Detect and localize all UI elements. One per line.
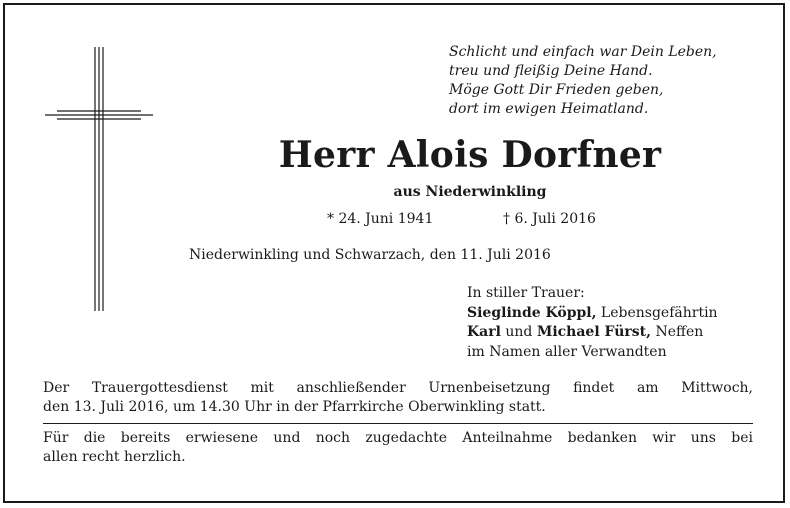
thanks-line: allen recht herzlich. bbox=[43, 449, 186, 465]
mourner-name: Karl bbox=[467, 324, 501, 340]
death-date: † 6. Juli 2016 bbox=[503, 211, 596, 227]
mourner-line bbox=[467, 323, 777, 343]
service-line: Der Trauergottesdienst mit anschließender Urnenbeisetzung findet am Mittwoch, bbox=[43, 380, 753, 396]
obituary-notice bbox=[3, 3, 785, 503]
cross-icon bbox=[43, 45, 155, 313]
poem-line: Möge Gott Dir Frieden geben, bbox=[449, 82, 664, 98]
service-line: den 13. Juli 2016, um 14.30 Uhr in der Pfarrkirche Oberwinkling statt. bbox=[43, 399, 546, 415]
service-announcement bbox=[43, 379, 753, 417]
thanks-note bbox=[43, 429, 753, 467]
mourner-line bbox=[467, 304, 777, 324]
mourners-block bbox=[467, 284, 777, 362]
mourners-closing: im Namen aller Verwandten bbox=[467, 343, 667, 360]
mourner-relation: Lebensgefährtin bbox=[596, 304, 718, 321]
memorial-poem bbox=[449, 43, 769, 119]
mourners-intro: In stiller Trauer: bbox=[467, 285, 585, 301]
mourner-name: Sieglinde Köppl, bbox=[467, 304, 597, 321]
mourner-relation: Neffen bbox=[651, 324, 704, 340]
thanks-line: Für die bereits erwiesene und noch zugedachte Anteilnahme bedanken wir uns bei bbox=[43, 430, 753, 446]
deceased-origin: aus Niederwinkling bbox=[393, 184, 547, 200]
place-and-date: Niederwinkling und Schwarzach, den 11. Juli 2016 bbox=[189, 247, 551, 263]
poem-line: treu und fleißig Deine Hand. bbox=[449, 63, 653, 79]
mourner-name: Michael Fürst, bbox=[536, 324, 652, 340]
mourner-connector: und bbox=[500, 324, 537, 340]
birth-date: * 24. Juni 1941 bbox=[327, 211, 434, 227]
divider bbox=[43, 423, 753, 424]
poem-line: Schlicht und einfach war Dein Leben, bbox=[449, 44, 717, 60]
deceased-name: Herr Alois Dorfner bbox=[278, 134, 662, 176]
poem-line: dort im ewigen Heimatland. bbox=[449, 101, 649, 117]
